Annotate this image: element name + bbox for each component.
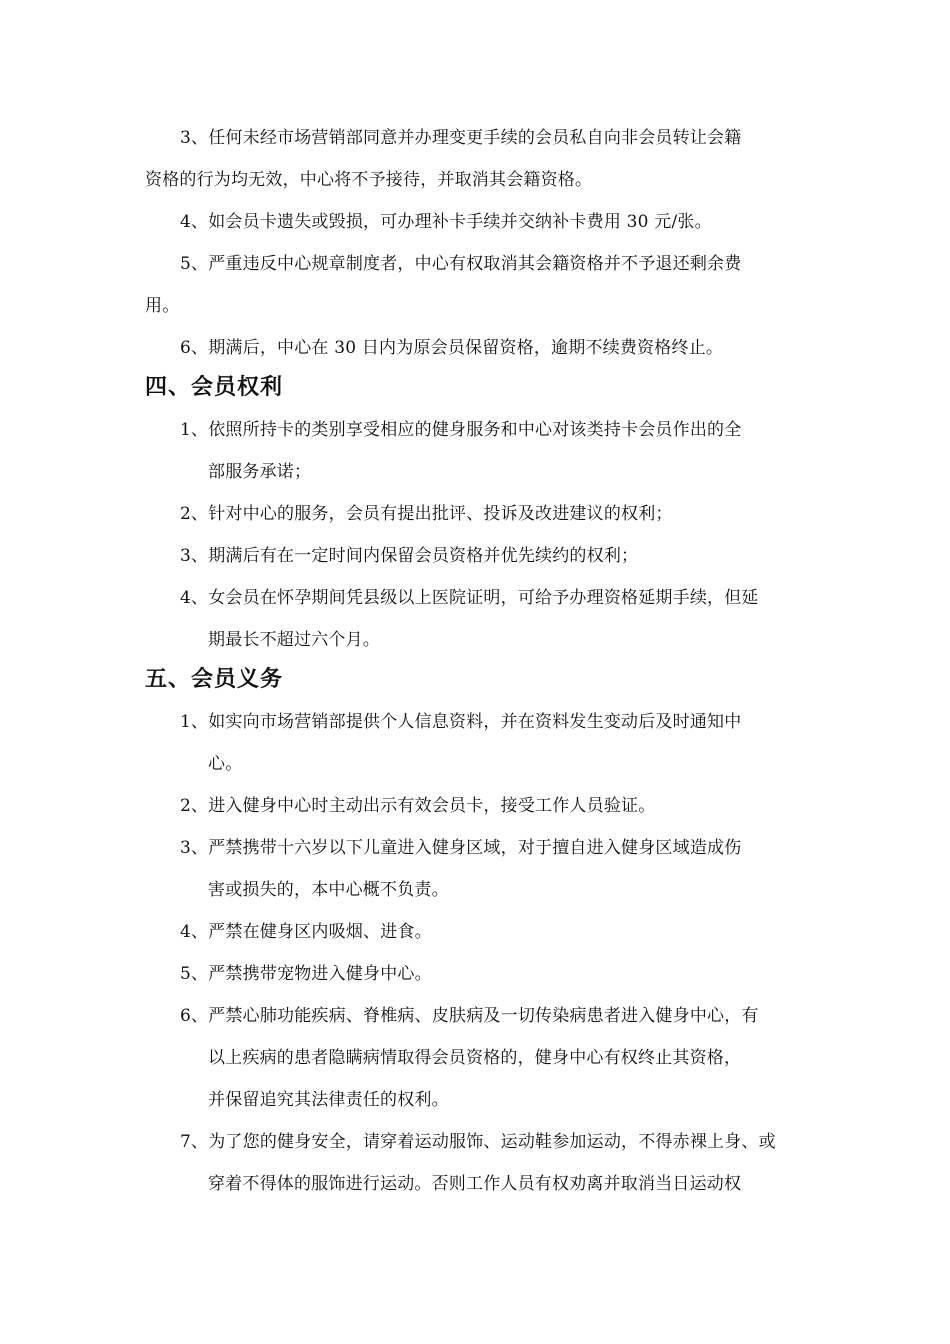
duty-5: 5、严禁携带宠物进入健身中心。 (180, 964, 432, 984)
right-4-line-2: 期最长不超过六个月。 (208, 630, 380, 650)
right-2: 2、针对中心的服务，会员有提出批评、投诉及改进建议的权利； (180, 504, 673, 524)
rule-5-line-2: 用。 (145, 296, 180, 316)
duty-7-line-2: 穿着不得体的服饰进行运动。否则工作人员有权劝离并取消当日运动权 (208, 1174, 742, 1194)
duty-1-line-1: 1、如实向市场营销部提供个人信息资料，并在资料发生变动后及时通知中 (180, 712, 742, 732)
duty-6-line-1: 6、严禁心肺功能疾病、脊椎病、皮肤病及一切传染病患者进入健身中心，有 (180, 1006, 759, 1026)
right-1-line-1: 1、依照所持卡的类别享受相应的健身服务和中心对该类持卡会员作出的全 (180, 420, 742, 440)
right-4-line-1: 4、女会员在怀孕期间凭县级以上医院证明，可给予办理资格延期手续，但延 (180, 588, 759, 608)
right-3: 3、期满后有在一定时间内保留会员资格并优先续约的权利； (180, 546, 639, 566)
duty-4: 4、严禁在健身区内吸烟、进食。 (180, 922, 432, 942)
rule-5-line-1: 5、严重违反中心规章制度者，中心有权取消其会籍资格并不予退还剩余费 (180, 254, 742, 274)
rule-4: 4、如会员卡遗失或毁损，可办理补卡手续并交纳补卡费用 30 元/张。 (180, 212, 712, 232)
rule-3-line-2: 资格的行为均无效，中心将不予接待，并取消其会籍资格。 (145, 170, 593, 190)
duty-1-line-2: 心。 (208, 754, 243, 774)
duty-7-line-1: 7、为了您的健身安全，请穿着运动服饰、运动鞋参加运动，不得赤裸上身、或 (180, 1132, 776, 1152)
duty-6-line-2: 以上疾病的患者隐瞒病情取得会员资格的，健身中心有权终止其资格， (208, 1048, 742, 1068)
duty-6-line-3: 并保留追究其法律责任的权利。 (208, 1090, 449, 1110)
duty-3-line-2: 害或损失的，本中心概不负责。 (208, 880, 449, 900)
rule-3-line-1: 3、任何未经市场营销部同意并办理变更手续的会员私自向非会员转让会籍 (180, 128, 742, 148)
rule-6: 6、期满后，中心在 30 日内为原会员保留资格，逾期不续费资格终止。 (180, 338, 724, 358)
duty-3-line-1: 3、严禁携带十六岁以下儿童进入健身区域，对于擅自进入健身区域造成伤 (180, 838, 742, 858)
section-heading-obligations: 五、会员义务 (145, 667, 284, 692)
right-1-line-2: 部服务承诺； (208, 462, 312, 482)
section-heading-rights: 四、会员权利 (145, 375, 284, 400)
duty-2: 2、进入健身中心时主动出示有效会员卡，接受工作人员验证。 (180, 796, 656, 816)
